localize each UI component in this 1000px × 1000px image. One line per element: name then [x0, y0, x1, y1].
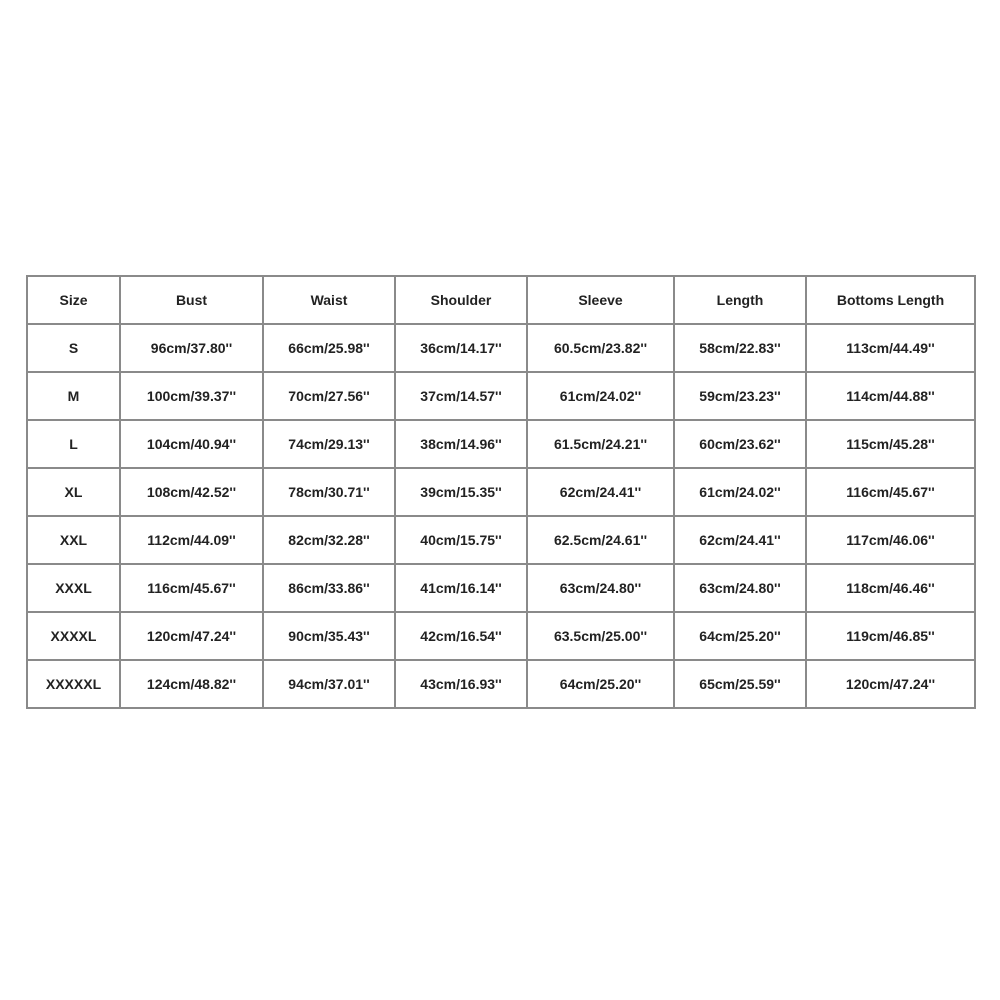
measurement-cell: 117cm/46.06'' — [806, 516, 975, 564]
size-label-cell: XXXXL — [27, 612, 120, 660]
table-row — [27, 324, 975, 372]
measurement-cell: 115cm/45.28'' — [806, 420, 975, 468]
column-header: Shoulder — [395, 276, 527, 324]
measurement-cell: 63.5cm/25.00'' — [527, 612, 674, 660]
measurement-cell: 100cm/39.37'' — [120, 372, 263, 420]
measurement-cell: 39cm/15.35'' — [395, 468, 527, 516]
measurement-cell: 90cm/35.43'' — [263, 612, 395, 660]
size-chart-body — [27, 324, 975, 708]
header-row — [27, 276, 975, 324]
table-row — [27, 612, 975, 660]
column-header: Bottoms Length — [806, 276, 975, 324]
column-header: Waist — [263, 276, 395, 324]
table-row — [27, 372, 975, 420]
measurement-cell: 62cm/24.41'' — [674, 516, 806, 564]
measurement-cell: 108cm/42.52'' — [120, 468, 263, 516]
measurement-cell: 59cm/23.23'' — [674, 372, 806, 420]
measurement-cell: 37cm/14.57'' — [395, 372, 527, 420]
table-row — [27, 468, 975, 516]
measurement-cell: 62cm/24.41'' — [527, 468, 674, 516]
table-row — [27, 660, 975, 708]
column-header: Length — [674, 276, 806, 324]
measurement-cell: 86cm/33.86'' — [263, 564, 395, 612]
table-row — [27, 564, 975, 612]
size-chart-header — [27, 276, 975, 324]
measurement-cell: 82cm/32.28'' — [263, 516, 395, 564]
size-label-cell: XXL — [27, 516, 120, 564]
measurement-cell: 38cm/14.96'' — [395, 420, 527, 468]
measurement-cell: 64cm/25.20'' — [674, 612, 806, 660]
size-label-cell: S — [27, 324, 120, 372]
measurement-cell: 124cm/48.82'' — [120, 660, 263, 708]
measurement-cell: 120cm/47.24'' — [806, 660, 975, 708]
measurement-cell: 78cm/30.71'' — [263, 468, 395, 516]
measurement-cell: 116cm/45.67'' — [120, 564, 263, 612]
measurement-cell: 116cm/45.67'' — [806, 468, 975, 516]
measurement-cell: 43cm/16.93'' — [395, 660, 527, 708]
measurement-cell: 104cm/40.94'' — [120, 420, 263, 468]
column-header: Sleeve — [527, 276, 674, 324]
size-label-cell: M — [27, 372, 120, 420]
measurement-cell: 120cm/47.24'' — [120, 612, 263, 660]
measurement-cell: 61.5cm/24.21'' — [527, 420, 674, 468]
measurement-cell: 65cm/25.59'' — [674, 660, 806, 708]
measurement-cell: 113cm/44.49'' — [806, 324, 975, 372]
measurement-cell: 70cm/27.56'' — [263, 372, 395, 420]
measurement-cell: 66cm/25.98'' — [263, 324, 395, 372]
measurement-cell: 60cm/23.62'' — [674, 420, 806, 468]
measurement-cell: 58cm/22.83'' — [674, 324, 806, 372]
measurement-cell: 62.5cm/24.61'' — [527, 516, 674, 564]
measurement-cell: 63cm/24.80'' — [674, 564, 806, 612]
measurement-cell: 94cm/37.01'' — [263, 660, 395, 708]
measurement-cell: 119cm/46.85'' — [806, 612, 975, 660]
measurement-cell: 61cm/24.02'' — [674, 468, 806, 516]
column-header: Size — [27, 276, 120, 324]
size-chart-table — [26, 275, 976, 709]
measurement-cell: 42cm/16.54'' — [395, 612, 527, 660]
size-label-cell: XXXXXL — [27, 660, 120, 708]
measurement-cell: 118cm/46.46'' — [806, 564, 975, 612]
measurement-cell: 41cm/16.14'' — [395, 564, 527, 612]
size-label-cell: L — [27, 420, 120, 468]
measurement-cell: 96cm/37.80'' — [120, 324, 263, 372]
measurement-cell: 60.5cm/23.82'' — [527, 324, 674, 372]
measurement-cell: 74cm/29.13'' — [263, 420, 395, 468]
measurement-cell: 63cm/24.80'' — [527, 564, 674, 612]
table-row — [27, 516, 975, 564]
measurement-cell: 36cm/14.17'' — [395, 324, 527, 372]
measurement-cell: 112cm/44.09'' — [120, 516, 263, 564]
size-label-cell: XXXL — [27, 564, 120, 612]
measurement-cell: 64cm/25.20'' — [527, 660, 674, 708]
measurement-cell: 61cm/24.02'' — [527, 372, 674, 420]
measurement-cell: 40cm/15.75'' — [395, 516, 527, 564]
size-label-cell: XL — [27, 468, 120, 516]
measurement-cell: 114cm/44.88'' — [806, 372, 975, 420]
column-header: Bust — [120, 276, 263, 324]
table-row — [27, 420, 975, 468]
